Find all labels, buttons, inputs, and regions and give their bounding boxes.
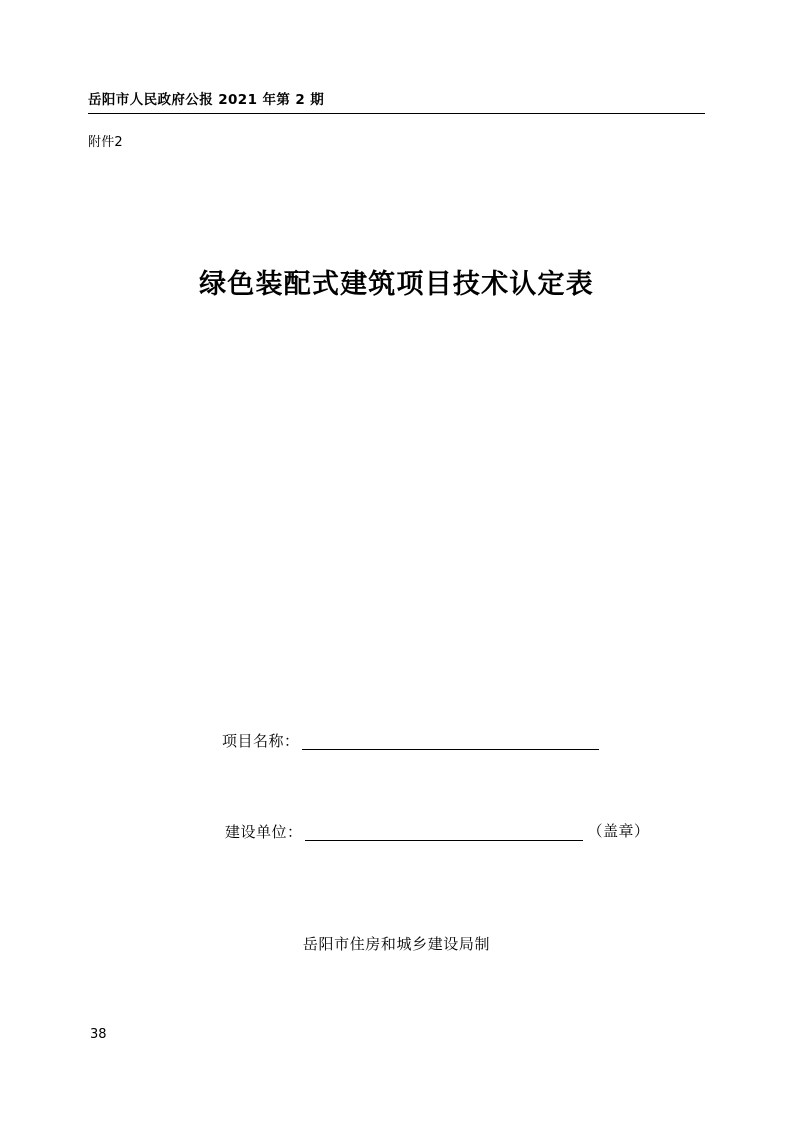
running-header-title: 岳阳市人民政府公报 2021 年第 2 期	[88, 92, 325, 108]
build-unit-input[interactable]	[305, 824, 583, 841]
project-name-field	[222, 732, 601, 750]
project-name-input[interactable]	[302, 733, 599, 750]
attachment-label: 附件2	[88, 135, 123, 150]
page-title: 绿色装配式建筑项目技术认定表	[199, 269, 594, 300]
build-unit-label: 建设单位：	[225, 823, 303, 841]
build-unit-field	[225, 820, 650, 841]
project-name-label: 项目名称：	[222, 732, 300, 750]
page-number: 38	[90, 1027, 107, 1042]
issuing-authority: 岳阳市住房和城乡建设局制	[302, 935, 491, 953]
build-unit-seal-note: （盖章）	[587, 822, 650, 840]
header-divider	[88, 113, 705, 114]
running-header	[88, 92, 705, 114]
